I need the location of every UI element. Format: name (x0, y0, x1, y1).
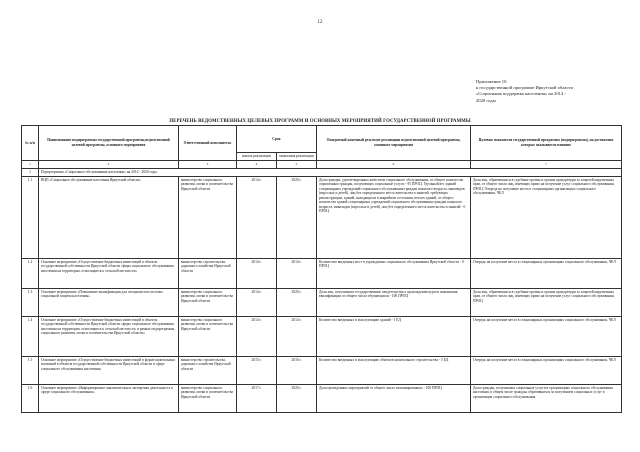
column-number: 1 (22, 160, 39, 168)
row-start: 2017 г. (237, 384, 277, 412)
table-row (22, 356, 622, 384)
appendix-line: «Социальная поддержка населения» на 2014 - (476, 91, 566, 97)
subprogram-title: Подпрограмма «Социальное обслуживание населения» на 2014 - 2020 годы (39, 168, 622, 176)
column-number: 3 (179, 160, 237, 168)
header-name: Наименование подпрограммы государственной программы,ведомственной целевой программы, основного мероприятия (39, 126, 179, 161)
table-row (22, 316, 622, 356)
table-row (22, 176, 622, 258)
row-end: 2014 г. (277, 258, 317, 288)
row-start: 2014 г. (237, 258, 277, 288)
row-indicators: Очередь на получение места в стационарных организациях социального обслуживания, ЧЕЛ (471, 356, 622, 384)
programs-table (21, 125, 622, 413)
row-num: 1.4 (22, 316, 39, 356)
column-number: 6 (317, 160, 471, 168)
row-end: 2016 г. (277, 356, 317, 384)
row-executor: министерство социального развития, опеки и попечительства Иркутской области (179, 176, 237, 258)
row-executor: министерство социального развития, опеки и попечительства Иркутской области (179, 384, 237, 412)
row-indicators: Очередь на получение места в стационарных организациях социального обслуживания, ЧЕЛ (471, 258, 622, 288)
row-num: 1.6 (22, 384, 39, 412)
row-num: 1.5 (22, 356, 39, 384)
row-result: Количество введенных в эксплуатацию зданий - 1 ЕД (317, 316, 471, 356)
header-end: окончания реализации (277, 153, 317, 161)
header-indicators: Целевые показатели государственной программы (подпрограммы), на достижение которых оказывается влияние (471, 126, 622, 161)
row-executor: министерство социального развития, опеки и попечительства Иркутской области (179, 288, 237, 316)
column-number: 2 (39, 160, 179, 168)
column-number: 5 (277, 160, 317, 168)
row-indicators: Доля граждан, получивших социальные услуги в организациях социального обслуживания населения, в общем числе граждан, обратившихся за получением социальных услуг в организации социального обслуживания (471, 384, 622, 412)
table-header-row (22, 126, 622, 153)
row-indicators: Доля лиц, обратившихся в судебные органы и органы прокуратуры за защитой нарушенных прав, от общего числа лиц, имеющих право на получение услуг социального обслуживания, ПРОЦ. Очередь на получение места в стационарных организациях социального обслуживания, ЧЕЛ (471, 176, 622, 258)
header-executor: Ответственный исполнитель (179, 126, 237, 161)
table-row (22, 288, 622, 316)
row-result: Количество введенных в эксплуатацию объектов капитального строительства - 5 ЕД (317, 356, 471, 384)
table-row (22, 384, 622, 412)
header-result: Ожидаемый конечный результат реализации ведомственной целевой программы, основного мероприятия (317, 126, 471, 161)
row-start: 2014 г. (237, 176, 277, 258)
row-result: Доля лиц, получивших государственные свидетельства о прохождении курсов повышения квалификации от общего числа обучающихся - 100 ПРОЦ (317, 288, 471, 316)
row-indicators: Доля лиц, обратившихся в судебные органы и органы прокуратуры за защитой нарушенных прав, от общего числа лиц, имеющих право на получение услуг социального обслуживания, ПРОЦ (471, 288, 622, 316)
row-end: 2020 г. (277, 176, 317, 258)
row-end: 2020 г. (277, 288, 317, 316)
header-term: Срок (237, 126, 317, 153)
row-num: 1.1 (22, 176, 39, 258)
row-executor: министерство социального развития, опеки и попечительства Иркутской области (179, 316, 237, 356)
row-start: 2014 г. (237, 316, 277, 356)
page-number: 12 (317, 20, 323, 25)
row-result: Доля граждан, удовлетворенных качеством социального обслуживания, от общего количества опрошенных граждан, получающих социальные услуги - 95 ПРОЦ. Удельный вес зданий стационарных учреждений социального обслуживания граждан пожилого возраста, инвалидов (взрослых и детей), лиц без определенного места жительства и занятий, требующих реконструкции, зданий, находящихся в аварийном состоянии, ветхих зданий, от общего количества зданий стационарных учреждений социального обслуживания граждан пожилого возраста, инвалидов (взрослых и детей), лиц без определенного места жительства и занятий - 0 ПРОЦ (317, 176, 471, 258)
row-indicators: Очередь на получение места в стационарных организациях социального обслуживания, ЧЕЛ (471, 316, 622, 356)
column-numbers-row (22, 160, 622, 168)
row-executor: министерство строительства, дорожного хозяйства Иркутской области (179, 356, 237, 384)
row-name: Основное мероприятие «Повышение квалификации для специалистов системы социальной защиты населения» (39, 288, 179, 316)
subprogram-row (22, 168, 622, 176)
row-executor: министерство строительства, дорожного хозяйства Иркутской области (179, 258, 237, 288)
row-num: 1.3 (22, 288, 39, 316)
row-result: Количество введенных мест в учреждениях социального обслуживания Иркутской области - 0 ПРОЦ (317, 258, 471, 288)
row-name: ВЦП «Социальное обслуживание населения Иркутской области» (39, 176, 179, 258)
row-start: 2015 г. (237, 356, 277, 384)
subprogram-num: 1 (22, 168, 39, 176)
table-row (22, 258, 622, 288)
appendix-line: к государственной программе Иркутской области (476, 85, 573, 91)
document-title: ПЕРЕЧЕНЬ ВЕДОМСТВЕННЫХ ЦЕЛЕВЫХ ПРОГРАММ И ОСНОВНЫХ МЕРОПРИЯТИЙ ГОСУДАРСТВЕННОЙ ПРОГРАММЫ (169, 119, 471, 124)
appendix-note (476, 79, 616, 104)
header-num: № п/п (22, 126, 39, 161)
row-num: 1.2 (22, 258, 39, 288)
column-number: 7 (471, 160, 622, 168)
row-name: Основное мероприятие «Осуществление бюджетных инвестиций в объекты государственной собственности Иркутской области сферы социального обслуживания населения на территории, относящиеся к сельской местности» (39, 258, 179, 288)
row-name: Основное мероприятие «Осуществление бюджетных инвестиций в объекты государственной собственности Иркутской области сферы социального обслуживания населения на территории, относящиеся к сельской местности, в рамках подпрограммы социального развития, опеки и попечительства Иркутской области» (39, 316, 179, 356)
appendix-line: 2020 годы (476, 97, 496, 103)
column-number: 4 (237, 160, 277, 168)
row-result: Доля проведенных мероприятий от общего числа запланированных - 100 ПРОЦ (317, 384, 471, 412)
appendix-line: Приложение 10 (476, 79, 507, 84)
row-end: 2020 г. (277, 384, 317, 412)
header-start: начала реализации (237, 153, 277, 161)
row-name: Основное мероприятие «Информационно-аналитическая и экспертная деятельность в сфере социального обслуживания» (39, 384, 179, 412)
row-name: Основное мероприятие «Осуществление бюджетных инвестиций в форме капитальных вложений в объекты государственной собственности Иркутской области в сфере социального обслуживания населения» (39, 356, 179, 384)
row-start: 2014 г. (237, 288, 277, 316)
row-end: 2014 г. (277, 316, 317, 356)
